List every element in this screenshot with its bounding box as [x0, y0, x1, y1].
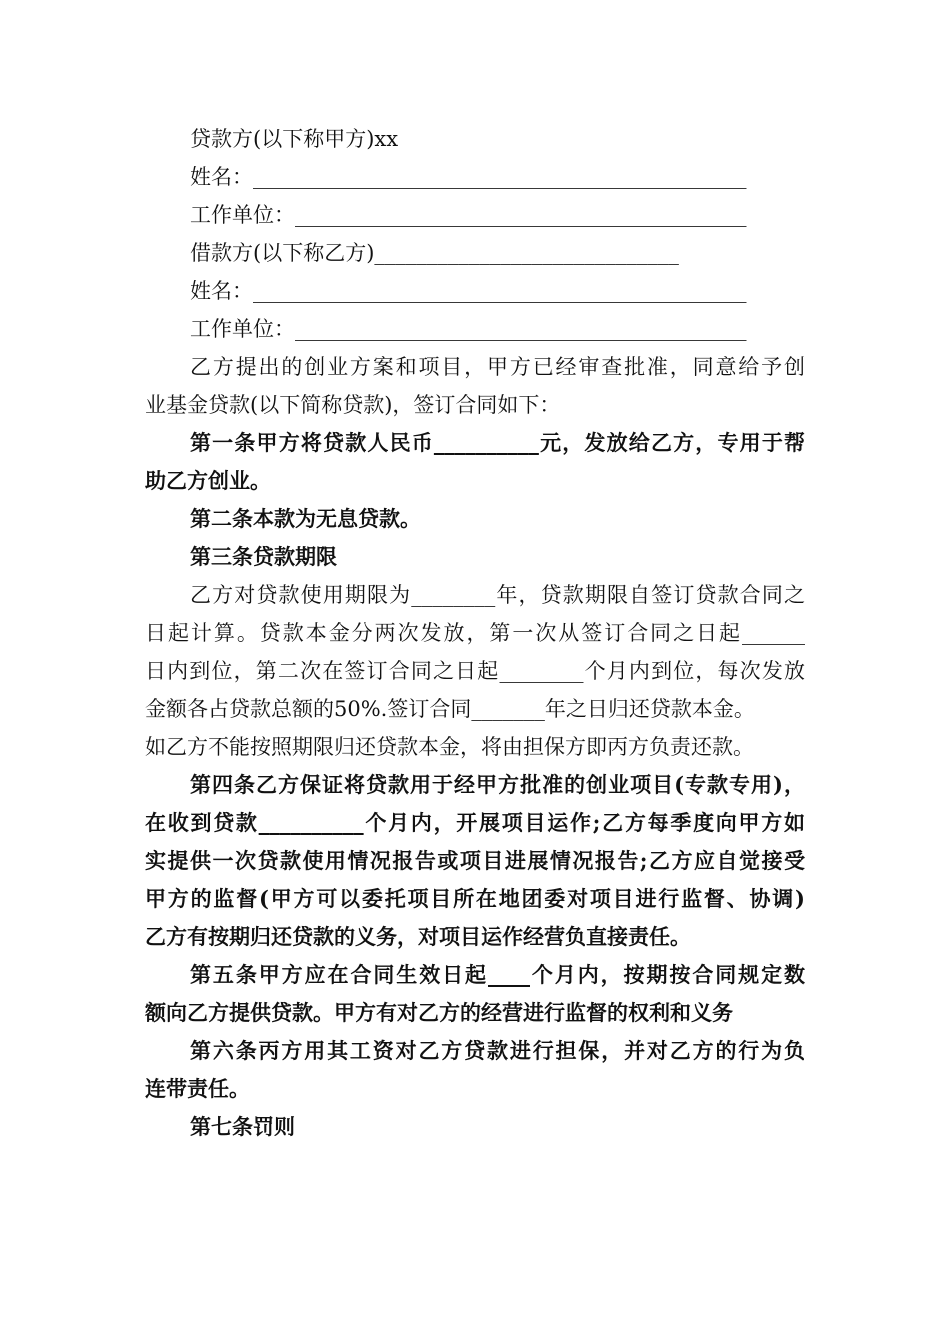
- borrower-title: 借款方(以下称乙方)_____________________________: [190, 241, 679, 265]
- article-3-line: 日起计算。贷款本金分两次发放，第一次从签订合同之日起______: [145, 621, 805, 645]
- article-5-line: 额向乙方提供贷款。甲方有对乙方的经营进行监督的权利和义务: [145, 1000, 733, 1025]
- borrower-work-field: 工作单位：___________________________________________: [190, 317, 747, 341]
- article-6-line: 连带责任。: [145, 1076, 250, 1101]
- article-1-line: 助乙方创业。: [145, 468, 271, 493]
- article-4-line: 第四条乙方保证将贷款用于经甲方批准的创业项目(专款专用)，: [190, 772, 805, 797]
- article-6-line: 第六条丙方用其工资对乙方贷款进行担保，并对乙方的行为负: [190, 1038, 805, 1063]
- intro-line: 业基金贷款(以下简称贷款)，签订合同如下：: [145, 393, 561, 417]
- article-3-line: 乙方对贷款使用期限为________年，贷款期限自签订贷款合同之: [190, 583, 805, 607]
- article-4-line: 乙方有按期归还贷款的义务，对项目运作经营负直接责任。: [145, 924, 691, 949]
- article-3-title: 第三条贷款期限: [190, 544, 337, 569]
- article-1-line: 第一条甲方将贷款人民币__________元，发放给乙方，专用于帮: [190, 430, 805, 455]
- lender-title: 贷款方(以下称甲方)xx: [190, 127, 399, 151]
- article-7-title: 第七条罚则: [190, 1114, 295, 1139]
- article-4-line: 甲方的监督(甲方可以委托项目所在地团委对项目进行监督、协调): [145, 886, 805, 911]
- article-4-line: 实提供一次贷款使用情况报告或项目进展情况报告;乙方应自觉接受: [145, 848, 805, 873]
- article-5-line: 第五条甲方应在合同生效日起____个月内，按期按合同规定数: [190, 962, 805, 987]
- intro-line: 乙方提出的创业方案和项目，甲方已经审查批准，同意给予创: [190, 355, 805, 379]
- contract-page: [145, 120, 805, 1146]
- lender-work-field: 工作单位：___________________________________________: [190, 203, 747, 227]
- article-4-line: 在收到贷款__________个月内，开展项目运作;乙方每季度向甲方如: [145, 810, 805, 835]
- article-3-line: 金额各占贷款总额的50%.签订合同_______年之日归还贷款本金。: [145, 697, 755, 721]
- lender-name-field: 姓名：_______________________________________________: [190, 165, 747, 189]
- article-2: 第二条本款为无息贷款。: [190, 506, 421, 531]
- article-3-line: 如乙方不能按照期限归还贷款本金，将由担保方即丙方负责还款。: [145, 735, 754, 759]
- article-3-line: 日内到位，第二次在签订合同之日起________个月内到位，每次发放: [145, 659, 805, 683]
- borrower-name-field: 姓名：_______________________________________________: [190, 279, 747, 303]
